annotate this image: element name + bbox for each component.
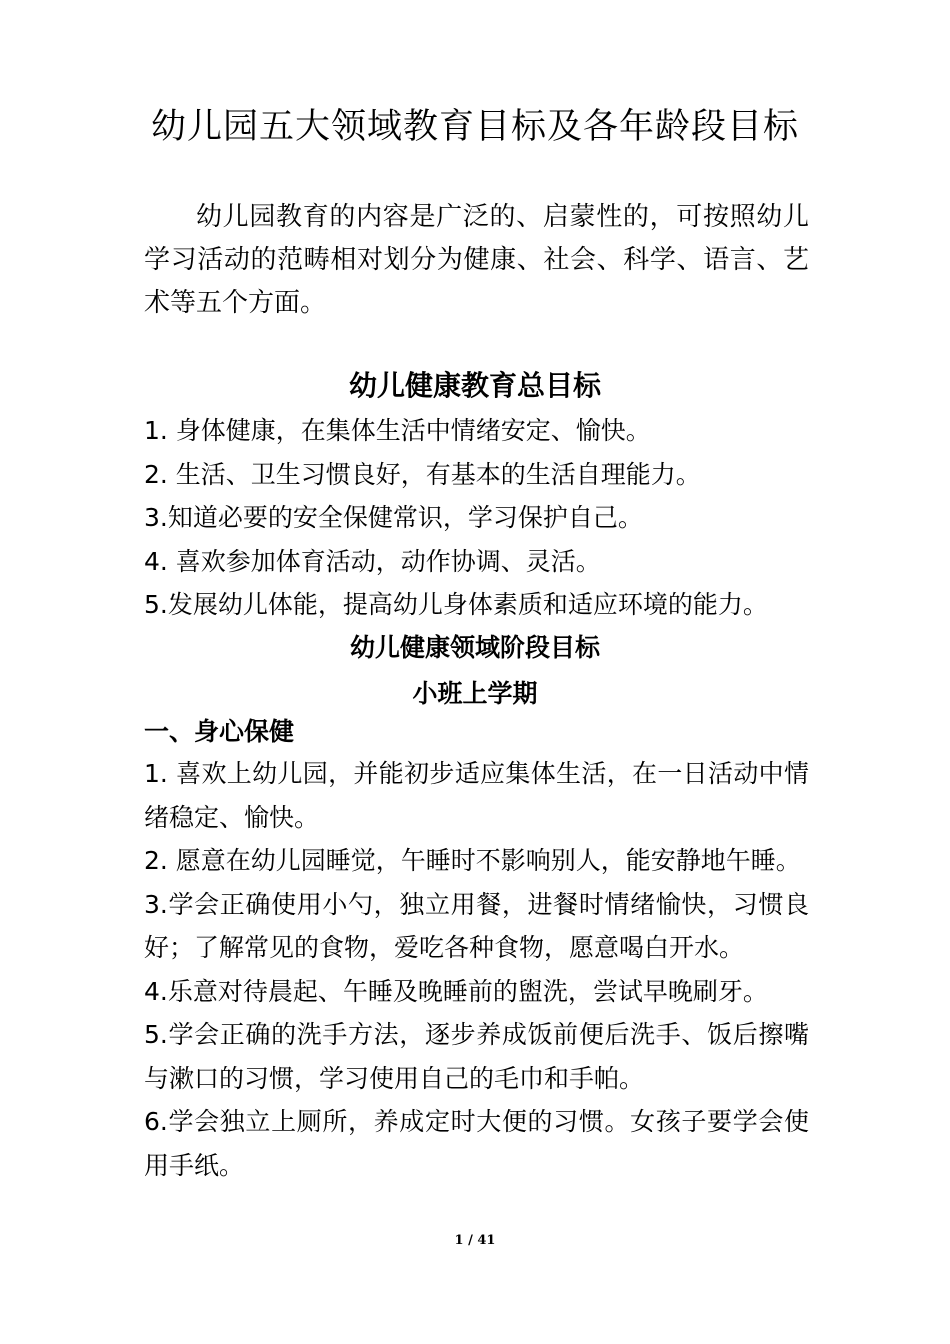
document-title: 幼儿园五大领域教育目标及各年龄段目标 — [150, 107, 799, 147]
list-item: 4.乐意对待晨起、午睡及晚睡前的盥洗，尝试早晚刷牙。 — [144, 976, 768, 1006]
section-heading: 一、身心保健 — [144, 717, 295, 746]
list-item: 5.发展幼儿体能，提高幼儿身体素质和适应环境的能力。 — [144, 590, 768, 619]
list-item: 1. 喜欢上幼儿园，并能初步适应集体生活，在一日活动中情绪稳定、愉快。 — [144, 759, 809, 832]
health-goals-list — [144, 409, 809, 627]
stage-goals-heading: 幼儿健康领域阶段目标 — [349, 633, 600, 662]
list-item: 2. 生活、卫生习惯良好，有基本的生活自理能力。 — [144, 459, 701, 489]
list-item: 4. 喜欢参加体育活动，动作协调、灵活。 — [144, 546, 601, 576]
intro-paragraph: 幼儿园教育的内容是广泛的、启蒙性的，可按照幼儿学习活动的范畴相对划分为健康、社会、科学、语言、艺术等五个方面。 — [144, 202, 809, 318]
stage-goals-list — [144, 752, 809, 1187]
stage-goals-subheading: 小班上学期 — [412, 679, 538, 708]
list-item: 2. 愿意在幼儿园睡觉，午睡时不影响别人，能安静地午睡。 — [144, 846, 801, 875]
list-item: 3.学会正确使用小勺，独立用餐，进餐时情绪愉快，习惯良好；了解常见的食物，爱吃各种食物，愿意喝白开水。 — [144, 889, 809, 962]
list-item: 3.知道必要的安全保健常识，学习保护自己。 — [144, 503, 643, 532]
list-item: 6.学会独立上厕所，养成定时大便的习惯。女孩子要学会使用手纸。 — [144, 1107, 809, 1180]
page-number: 1 / 41 — [454, 1233, 496, 1248]
health-goals-heading: 幼儿健康教育总目标 — [348, 369, 601, 402]
list-item: 5.学会正确的洗手方法，逐步养成饭前便后洗手、饭后擦嘴与漱口的习惯，学习使用自己的毛巾和手帕。 — [144, 1020, 809, 1093]
list-item: 1. 身体健康，在集体生活中情绪安定、愉快。 — [144, 416, 651, 445]
